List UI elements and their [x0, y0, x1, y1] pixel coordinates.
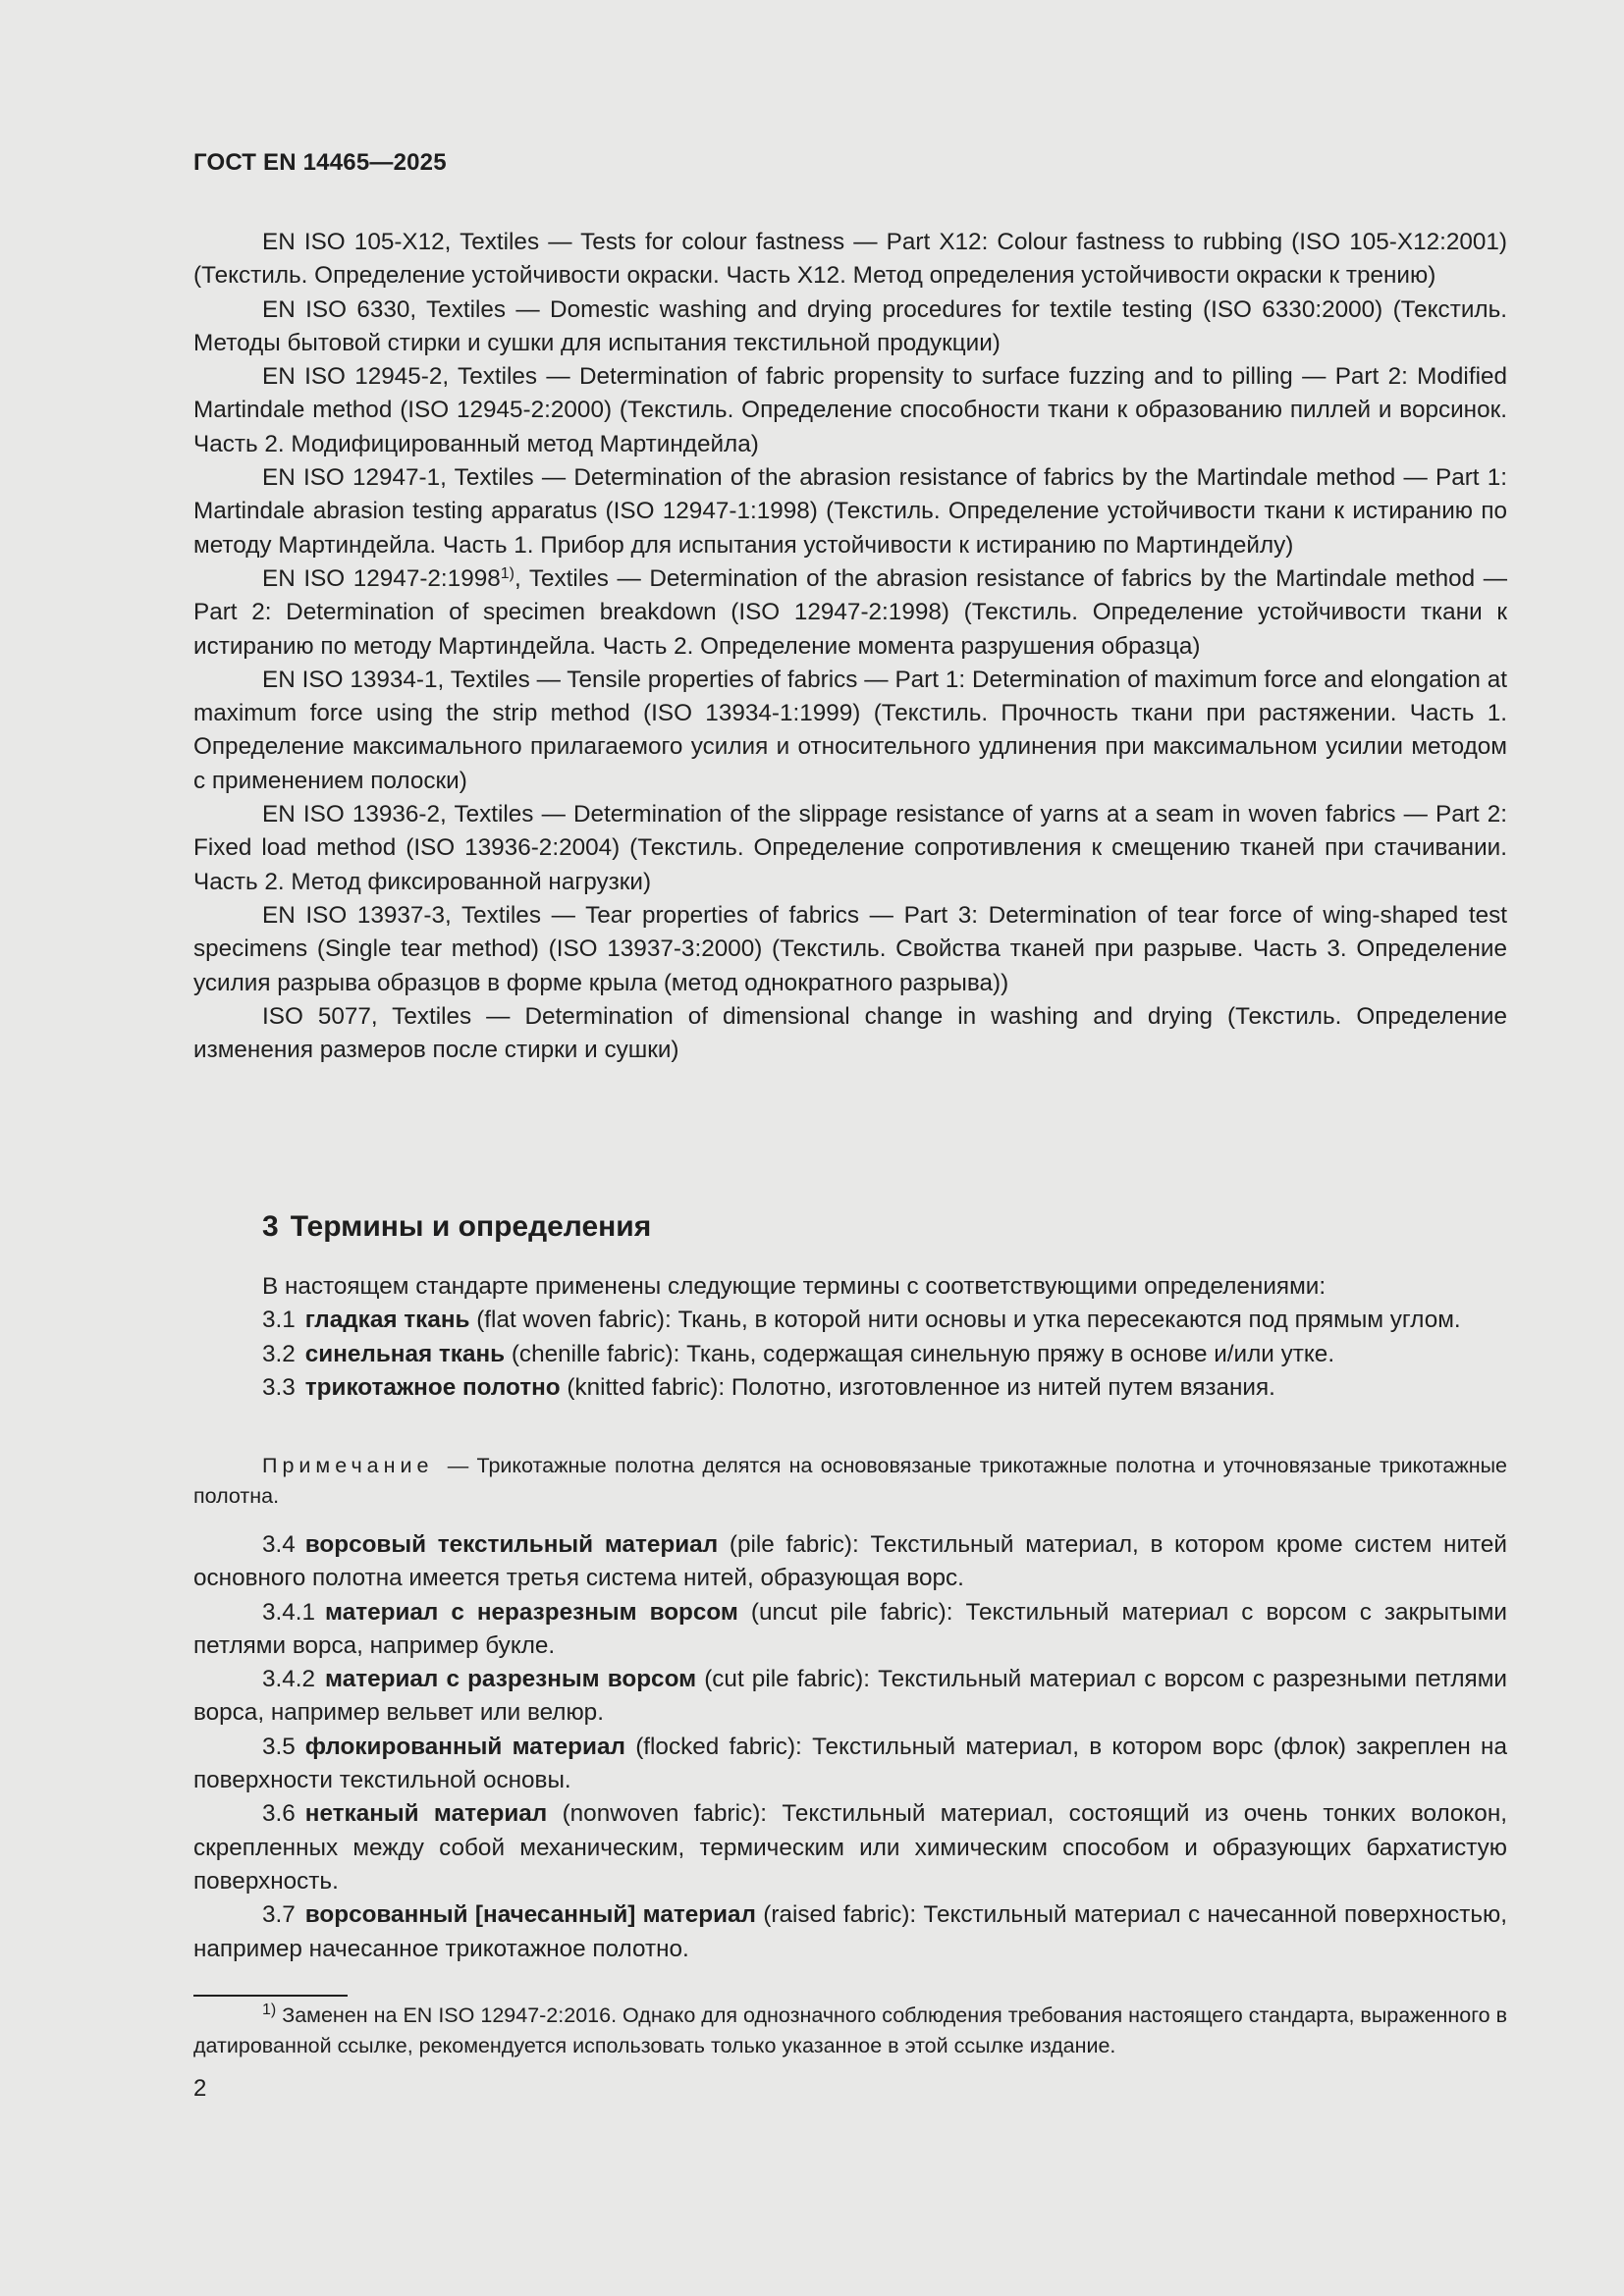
term-number: 3.1 [262, 1307, 296, 1334]
term-number: 3.4 [262, 1531, 296, 1558]
term-number: 3.7 [262, 1901, 296, 1929]
section-intro: В настоящем стандарте применены следующие термины с соответствующими определениями: [262, 1273, 1326, 1300]
terms-list-a [193, 1270, 1507, 1405]
reference-text: , Textiles — Determination of the abrasion resistance of fabrics by the Martindale method — Part 2: Determination of specimen breakdown (ISO 12947-2:1998) (Текстиль. Определение устойчивости ткани к истиранию по методу Мартиндейла. Часть 2. Определение момента разрушения образца) [193, 564, 1508, 660]
term-entry [193, 1898, 1507, 1966]
term-number: 3.4.1 [262, 1598, 316, 1626]
terms-list-b [193, 1528, 1507, 1966]
footnote-mark: 1) [262, 2002, 277, 2018]
term-entry [193, 1338, 1507, 1371]
reference-item: EN ISO 13937-3, Textiles — Tear properties of fabrics — Part 3: Determination of tear force of wing-shaped test specimens (Single tear method) (ISO 13937-3:2000) (Текстиль. Свойства тканей при разрыве. Часть 3. Определение усилия разрыва образцов в форме крыла (метод однократного разрыва)) [193, 901, 1507, 996]
footnote-separator [193, 1995, 348, 1997]
term-name: флокированный материал [304, 1733, 625, 1760]
term-number: 3.6 [262, 1800, 296, 1828]
term-definition: (cut pile fabric): Текстильный материал с ворсом с разрезными петлями ворса, например вельвет или велюр. [193, 1666, 1507, 1727]
term-name: гладкая ткань [304, 1307, 470, 1334]
section-title: Термины и определения [290, 1210, 652, 1243]
term-entry [193, 1797, 1507, 1898]
reference-item [193, 562, 1507, 664]
term-definition: (knitted fabric): Полотно, изготовленное из нитей путем вязания. [560, 1373, 1275, 1401]
note-text: — Трикотажные полотна делятся на основовязаные трикотажные полотна и уточновязаные трикотажные полотна. [193, 1454, 1507, 1508]
term-entry [193, 1528, 1507, 1596]
reference-item: ISO 5077, Textiles — Determination of dimensional change in washing and drying (Текстиль. Определение изменения размеров после стирки и сушки) [193, 1002, 1507, 1064]
term-name: ворсованный [начесанный] материал [304, 1901, 756, 1929]
term-entry [193, 1731, 1507, 1798]
reference-item: EN ISO 12947-1, Textiles — Determination of the abrasion resistance of fabrics by the Martindale method — Part 1: Martindale abrasion testing apparatus (ISO 12947-1:1998) (Текстиль. Определение устойчивости ткани к истиранию по методу Мартиндейла. Часть 1. Прибор для испытания устойчивости к истиранию по Мартиндейлу) [193, 464, 1507, 559]
term-definition: (uncut pile fabric): Текстильный материал с ворсом с закрытыми петлями ворса, например букле. [193, 1598, 1507, 1659]
term-entry [193, 1304, 1507, 1337]
footnote-marker: 1) [500, 564, 514, 582]
footnote [193, 2001, 1507, 2061]
section-heading [262, 1209, 651, 1245]
document-header: ГОСТ EN 14465—2025 [193, 149, 447, 176]
term-name: ворсовый текстильный материал [304, 1531, 719, 1558]
page-number: 2 [193, 2075, 207, 2102]
footnote-text: Заменен на EN ISO 12947-2:2016. Однако для однозначного соблюдения требования настоящего стандарта, выраженного в датированной ссылке, рекомендуется использовать только указанное в этой ссылке издание. [193, 2003, 1507, 2057]
term-definition: (raised fabric): Текстильный материал с начесанной поверхностью, например начесанное трикотажное полотно. [193, 1901, 1507, 1962]
term-number: 3.2 [262, 1340, 296, 1367]
term-definition: (nonwoven fabric): Текстильный материал, состоящий из очень тонких волокон, скрепленных между собой механическим, термическим или химическим способом и образующих бархатистую поверхность. [193, 1800, 1507, 1895]
term-definition: (pile fabric): Текстильный материал, в котором кроме систем нитей основного полотна имеется третья система нитей, образующая ворс. [193, 1531, 1507, 1592]
note [193, 1451, 1507, 1512]
term-number: 3.5 [262, 1733, 296, 1760]
term-entry [193, 1663, 1507, 1731]
reference-item: EN ISO 13934-1, Textiles — Tensile properties of fabrics — Part 1: Determination of maximum force and elongation at maximum force using the strip method (ISO 13934-1:1999) (Текстиль. Прочность ткани при растяжении. Часть 1. Определение максимального прилагаемого усилия и относительного удлинения при максимальном усилии методом с применением полоски) [193, 666, 1507, 794]
term-name: материал с разрезным ворсом [325, 1666, 697, 1693]
term-name: нетканый материал [304, 1800, 548, 1828]
reference-item: EN ISO 6330, Textiles — Domestic washing and drying procedures for textile testing (ISO 6330:2000) (Текстиль. Методы бытовой стирки и сушки для испытания текстильной продукции) [193, 295, 1507, 356]
reference-item: EN ISO 105-X12, Textiles — Tests for colour fastness — Part X12: Colour fastness to rubbing (ISO 105-X12:2001) (Текстиль. Определение устойчивости окраски. Часть Х12. Метод определения устойчивости окраски к трению) [193, 229, 1507, 290]
term-name: синельная ткань [304, 1340, 506, 1367]
reference-item: EN ISO 13936-2, Textiles — Determination of the slippage resistance of yarns at a seam in woven fabrics — Part 2: Fixed load method (ISO 13936-2:2004) (Текстиль. Определение сопротивления к смещению тканей при стачивании. Часть 2. Метод фиксированной нагрузки) [193, 801, 1507, 895]
section-number: 3 [262, 1210, 279, 1243]
reference-item: EN ISO 12945-2, Textiles — Determination of fabric propensity to surface fuzzing and to pilling — Part 2: Modified Martindale method (ISO 12945-2:2000) (Текстиль. Определение способности ткани к образованию пиллей и ворсинок. Часть 2. Модифицированный метод Мартиндейла) [193, 363, 1507, 457]
term-definition: (flocked fabric): Текстильный материал, в котором ворс (флок) закреплен на поверхности текстильной основы. [193, 1733, 1507, 1794]
term-entry [193, 1596, 1507, 1664]
term-definition: (flat woven fabric): Ткань, в которой нити основы и утка пересекаются под прямым углом. [469, 1307, 1461, 1334]
note-label: Примечание [262, 1454, 434, 1477]
term-definition: (chenille fabric): Ткань, содержащая синельную пряжу в основе и/или утке. [505, 1340, 1335, 1367]
term-name: материал с неразрезным ворсом [325, 1598, 738, 1626]
term-number: 3.4.2 [262, 1666, 316, 1693]
reference-code: EN ISO 12947-2:1998 [262, 564, 501, 592]
term-entry [193, 1371, 1507, 1405]
term-number: 3.3 [262, 1373, 296, 1401]
normative-references [193, 226, 1507, 1067]
term-name: трикотажное полотно [304, 1373, 561, 1401]
